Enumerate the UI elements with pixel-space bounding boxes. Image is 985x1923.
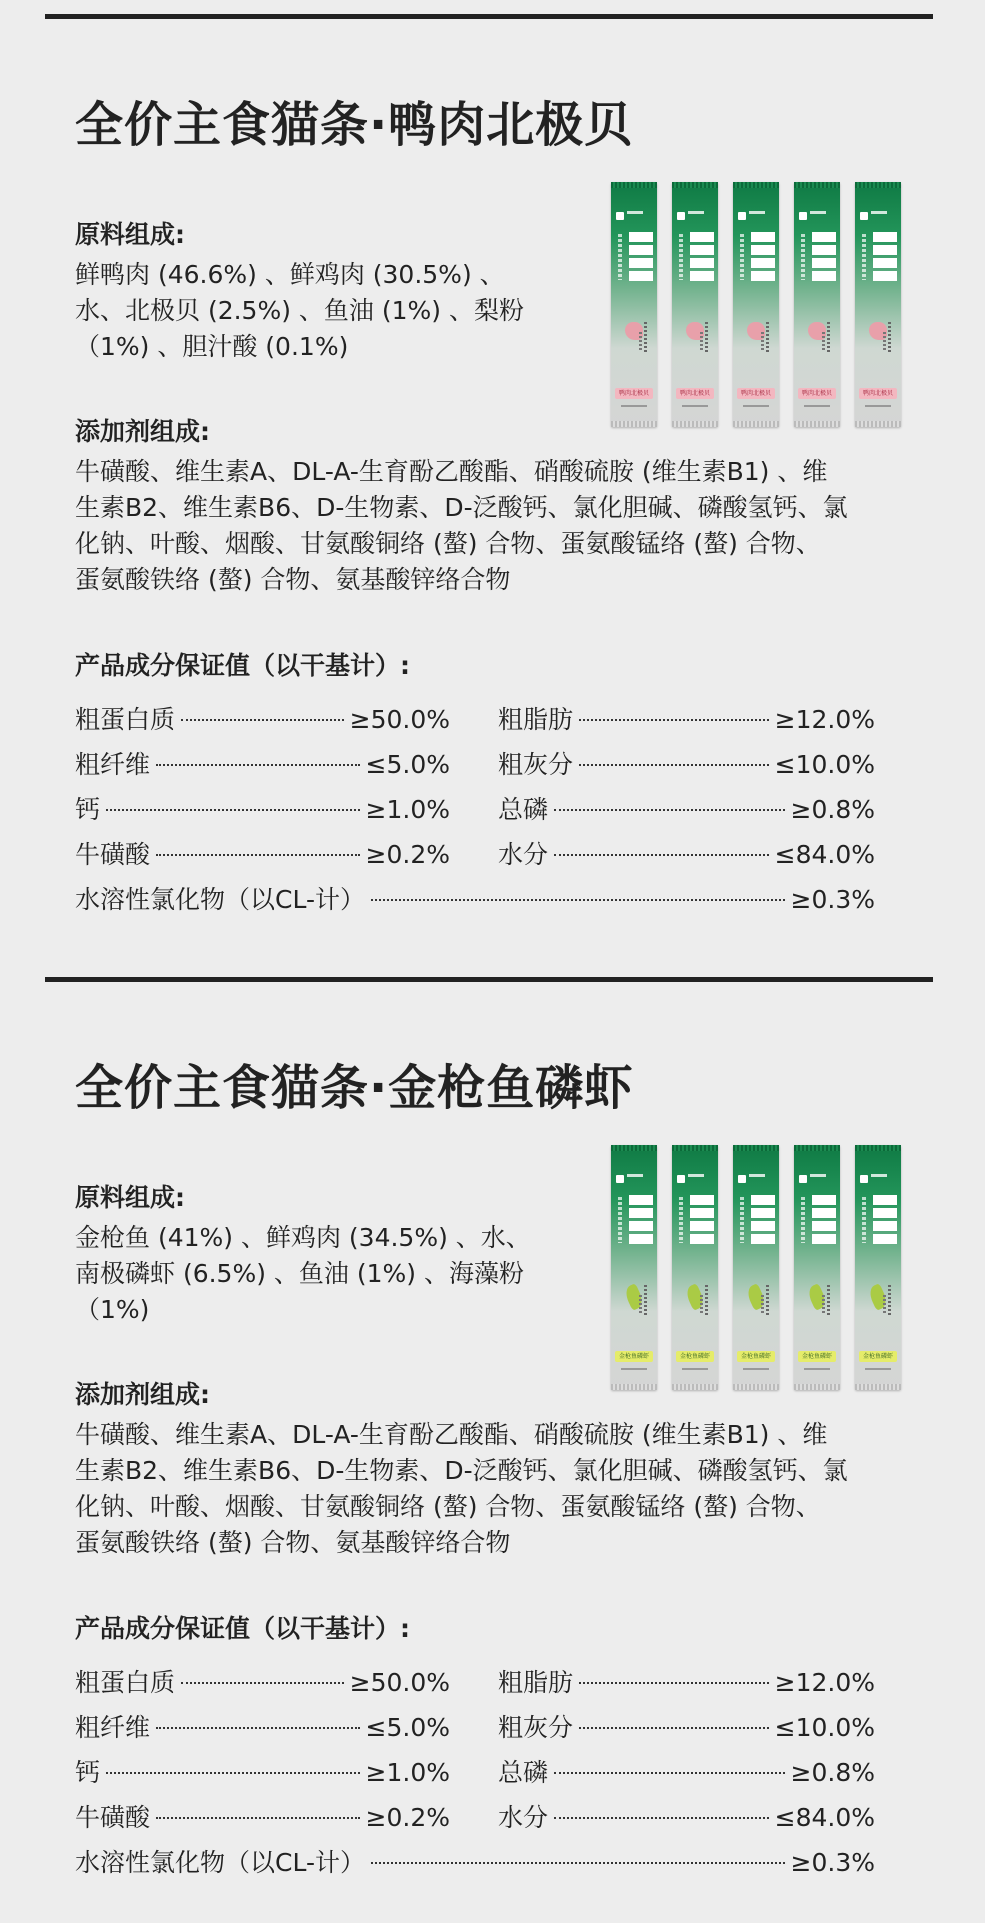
pack-fineprint: [700, 1295, 703, 1315]
pack-subtext: [801, 234, 805, 280]
product-title: 全价主食猫条·金枪鱼磷虾: [75, 1060, 634, 1116]
product-packs-image: [611, 1145, 903, 1392]
leader-dots: [554, 809, 785, 811]
pack-fineprint: [644, 1285, 647, 1315]
pack-flavor-label: 鸭肉北极贝: [676, 388, 714, 399]
pack-seal-top: [611, 182, 657, 188]
guarantee-item: [498, 790, 875, 830]
additives-line: 蛋氨酸铁络 (螯) 合物、氨基酸锌络合物: [75, 565, 511, 594]
pack-title-mark: [751, 232, 763, 284]
pack-fineprint: [822, 1295, 825, 1315]
leader-dots: [554, 854, 769, 856]
pack-net-weight: [865, 1368, 891, 1370]
leader-dots: [156, 854, 360, 856]
pack-title-mark: [763, 1195, 775, 1247]
pack-net-weight: [682, 1368, 708, 1370]
pack-seal-bottom: [855, 1384, 901, 1390]
brand-logo-icon: [799, 1175, 807, 1183]
guarantee-name: 水分: [498, 840, 549, 869]
brand-logo-icon: [799, 212, 807, 220]
pack-flavor-label: 鸭肉北极贝: [859, 388, 897, 399]
guarantee-name: 粗灰分: [498, 750, 574, 779]
brand-mark: [871, 211, 887, 214]
pack-net-weight: [621, 405, 647, 407]
pack-subtext: [801, 1197, 805, 1243]
pack-net-weight: [743, 1368, 769, 1370]
cat-treat-pack: [611, 1145, 657, 1390]
pack-title-mark: [873, 232, 885, 284]
pack-title-mark: [702, 232, 714, 284]
ingredients-text: [75, 1220, 555, 1328]
guarantee-value: ≥0.3%: [790, 885, 875, 914]
brand-logo-icon: [860, 1175, 868, 1183]
brand-logo-icon: [860, 212, 868, 220]
pack-net-weight: [865, 405, 891, 407]
pack-seal-bottom: [855, 421, 901, 427]
additives-line: 蛋氨酸铁络 (螯) 合物、氨基酸锌络合物: [75, 1528, 511, 1557]
brand-mark: [749, 211, 765, 214]
guarantee-value: ≥1.0%: [365, 795, 450, 824]
guarantee-value: ≥1.0%: [365, 1758, 450, 1787]
additives-text: [75, 454, 925, 598]
guarantee-value: ≥50.0%: [349, 1668, 450, 1697]
cat-treat-pack: [611, 182, 657, 427]
pack-title-mark: [885, 1195, 897, 1247]
guarantee-name: 牛磺酸: [75, 1803, 151, 1832]
leader-dots: [371, 899, 785, 901]
cat-treat-pack: [855, 1145, 901, 1390]
pack-net-weight: [804, 405, 830, 407]
leader-dots: [579, 764, 769, 766]
leader-dots: [371, 1862, 785, 1864]
pack-title-mark: [629, 232, 641, 284]
guarantee-name: 水分: [498, 1803, 549, 1832]
pack-fineprint: [705, 1285, 708, 1315]
guarantee-value: ≤10.0%: [774, 750, 875, 779]
brand-logo-icon: [616, 212, 624, 220]
leader-dots: [554, 1817, 769, 1819]
leader-dots: [106, 1772, 360, 1774]
guarantee-heading: 产品成分保证值（以干基计）:: [75, 651, 410, 680]
guarantee-item: [75, 1843, 875, 1883]
guarantee-name: 粗纤维: [75, 1713, 151, 1742]
brand-logo-icon: [738, 1175, 746, 1183]
guarantee-item: [75, 790, 450, 830]
additives-heading: 添加剂组成:: [75, 417, 210, 446]
pack-seal-top: [855, 182, 901, 188]
guarantee-name: 水溶性氯化物（以CL-计）: [75, 1848, 365, 1877]
cat-treat-pack: [794, 182, 840, 427]
pack-fineprint: [761, 1295, 764, 1315]
guarantee-item: [498, 1708, 875, 1748]
guarantee-item: [498, 745, 875, 785]
leader-dots: [156, 764, 360, 766]
guarantee-value: ≥50.0%: [349, 705, 450, 734]
pack-seal-top: [733, 182, 779, 188]
leader-dots: [156, 1727, 360, 1729]
additives-text: [75, 1417, 925, 1561]
brand-logo-icon: [616, 1175, 624, 1183]
pack-subtext: [862, 234, 866, 280]
guarantee-item: [75, 1708, 450, 1748]
leader-dots: [181, 719, 344, 721]
pack-net-weight: [682, 405, 708, 407]
ingredients-heading: 原料组成:: [75, 1183, 185, 1212]
pack-title-mark: [641, 232, 653, 284]
guarantee-item: [75, 880, 875, 920]
guarantee-item: [498, 1798, 875, 1838]
pack-subtext: [618, 1197, 622, 1243]
brand-mark: [871, 1174, 887, 1177]
pack-fineprint: [766, 1285, 769, 1315]
guarantee-name: 钙: [75, 795, 101, 824]
section-divider: [45, 14, 933, 19]
pack-fineprint: [644, 322, 647, 352]
guarantee-item: [498, 1753, 875, 1793]
guarantee-value: ≥0.8%: [790, 1758, 875, 1787]
brand-mark: [688, 211, 704, 214]
pack-flavor-label: 鸭肉北极贝: [737, 388, 775, 399]
ingredients-line: 南极磷虾 (6.5%) 、鱼油 (1%) 、海藻粉: [75, 1259, 524, 1288]
pack-subtext: [618, 234, 622, 280]
pack-subtext: [679, 1197, 683, 1243]
guarantee-item: [498, 1663, 875, 1703]
pack-net-weight: [804, 1368, 830, 1370]
pack-seal-bottom: [672, 421, 718, 427]
pack-fineprint: [888, 322, 891, 352]
pack-fineprint: [766, 322, 769, 352]
ingredients-heading: 原料组成:: [75, 220, 185, 249]
guarantee-item: [75, 745, 450, 785]
pack-fineprint: [827, 322, 830, 352]
guarantee-value: ≤5.0%: [365, 1713, 450, 1742]
pack-fineprint: [639, 332, 642, 352]
ingredients-line: 水、北极贝 (2.5%) 、鱼油 (1%) 、梨粉: [75, 296, 524, 325]
additives-line: 化钠、叶酸、烟酸、甘氨酸铜络 (螯) 合物、蛋氨酸锰络 (螯) 合物、: [75, 1492, 821, 1521]
guarantee-item: [75, 1663, 450, 1703]
ingredients-line: （1%): [75, 1295, 150, 1324]
pack-seal-top: [611, 1145, 657, 1151]
guarantee-name: 粗纤维: [75, 750, 151, 779]
pack-seal-top: [794, 182, 840, 188]
pack-seal-bottom: [733, 1384, 779, 1390]
guarantee-item: [75, 700, 450, 740]
pack-title-mark: [885, 232, 897, 284]
pack-flavor-label: 金枪鱼磷虾: [737, 1351, 775, 1362]
brand-mark: [810, 1174, 826, 1177]
product-packs-image: [611, 182, 903, 429]
additives-line: 牛磺酸、维生素A、DL-A-生育酚乙酸酯、硝酸硫胺 (维生素B1) 、维: [75, 457, 828, 486]
pack-title-mark: [824, 232, 836, 284]
cat-treat-pack: [855, 182, 901, 427]
pack-fineprint: [700, 332, 703, 352]
pack-fineprint: [883, 332, 886, 352]
brand-logo-icon: [738, 212, 746, 220]
leader-dots: [579, 719, 769, 721]
cat-treat-pack: [733, 182, 779, 427]
leader-dots: [181, 1682, 344, 1684]
guarantee-value: ≥0.2%: [365, 840, 450, 869]
pack-title-mark: [702, 1195, 714, 1247]
pack-flavor-label: 鸭肉北极贝: [615, 388, 653, 399]
pack-fineprint: [883, 1295, 886, 1315]
leader-dots: [579, 1682, 769, 1684]
pack-seal-bottom: [611, 1384, 657, 1390]
guarantee-name: 粗蛋白质: [75, 1668, 176, 1697]
guarantee-value: ≤5.0%: [365, 750, 450, 779]
pack-title-mark: [824, 1195, 836, 1247]
pack-title-mark: [812, 1195, 824, 1247]
guarantee-name: 总磷: [498, 1758, 549, 1787]
guarantee-item: [498, 835, 875, 875]
guarantee-heading: 产品成分保证值（以干基计）:: [75, 1614, 410, 1643]
pack-seal-top: [794, 1145, 840, 1151]
guarantee-item: [75, 835, 450, 875]
guarantee-value: ≤84.0%: [774, 840, 875, 869]
pack-fineprint: [827, 1285, 830, 1315]
pack-flavor-label: 金枪鱼磷虾: [676, 1351, 714, 1362]
guarantee-name: 钙: [75, 1758, 101, 1787]
guarantee-item: [75, 1798, 450, 1838]
guarantee-name: 粗脂肪: [498, 705, 574, 734]
cat-treat-pack: [733, 1145, 779, 1390]
pack-subtext: [679, 234, 683, 280]
guarantee-name: 粗灰分: [498, 1713, 574, 1742]
brand-logo-icon: [677, 212, 685, 220]
ingredients-line: （1%) 、胆汁酸 (0.1%): [75, 332, 349, 361]
brand-logo-icon: [677, 1175, 685, 1183]
guarantee-name: 总磷: [498, 795, 549, 824]
brand-mark: [627, 1174, 643, 1177]
pack-title-mark: [812, 232, 824, 284]
ingredients-line: 金枪鱼 (41%) 、鲜鸡肉 (34.5%) 、水、: [75, 1223, 531, 1252]
pack-net-weight: [743, 405, 769, 407]
pack-seal-bottom: [672, 1384, 718, 1390]
pack-title-mark: [629, 1195, 641, 1247]
pack-fineprint: [639, 1295, 642, 1315]
pack-subtext: [740, 234, 744, 280]
guarantee-value: ≤10.0%: [774, 1713, 875, 1742]
pack-seal-bottom: [794, 1384, 840, 1390]
guarantee-value: ≥0.8%: [790, 795, 875, 824]
pack-subtext: [740, 1197, 744, 1243]
leader-dots: [554, 1772, 785, 1774]
pack-fineprint: [822, 332, 825, 352]
pack-subtext: [862, 1197, 866, 1243]
product-title: 全价主食猫条·鸭肉北极贝: [75, 97, 634, 153]
pack-title-mark: [641, 1195, 653, 1247]
guarantee-item: [498, 700, 875, 740]
pack-flavor-label: 金枪鱼磷虾: [798, 1351, 836, 1362]
pack-seal-bottom: [611, 421, 657, 427]
guarantee-name: 牛磺酸: [75, 840, 151, 869]
additives-line: 生素B2、维生素B6、D-生物素、D-泛酸钙、氯化胆碱、磷酸氢钙、氯: [75, 493, 848, 522]
brand-mark: [627, 211, 643, 214]
pack-fineprint: [761, 332, 764, 352]
pack-seal-bottom: [794, 421, 840, 427]
pack-flavor-label: 鸭肉北极贝: [798, 388, 836, 399]
pack-seal-top: [855, 1145, 901, 1151]
pack-net-weight: [621, 1368, 647, 1370]
pack-title-mark: [763, 232, 775, 284]
brand-mark: [688, 1174, 704, 1177]
guarantee-value: ≥12.0%: [774, 705, 875, 734]
pack-seal-top: [733, 1145, 779, 1151]
guarantee-item: [75, 1753, 450, 1793]
pack-title-mark: [873, 1195, 885, 1247]
cat-treat-pack: [794, 1145, 840, 1390]
pack-title-mark: [690, 232, 702, 284]
pack-flavor-label: 金枪鱼磷虾: [859, 1351, 897, 1362]
product-section: [0, 0, 985, 960]
leader-dots: [156, 1817, 360, 1819]
ingredients-text: [75, 257, 555, 365]
pack-seal-top: [672, 182, 718, 188]
brand-mark: [749, 1174, 765, 1177]
guarantee-value: ≥0.2%: [365, 1803, 450, 1832]
cat-treat-pack: [672, 1145, 718, 1390]
additives-line: 生素B2、维生素B6、D-生物素、D-泛酸钙、氯化胆碱、磷酸氢钙、氯: [75, 1456, 848, 1485]
pack-seal-top: [672, 1145, 718, 1151]
pack-title-mark: [751, 1195, 763, 1247]
additives-heading: 添加剂组成:: [75, 1380, 210, 1409]
guarantee-value: ≥0.3%: [790, 1848, 875, 1877]
additives-line: 化钠、叶酸、烟酸、甘氨酸铜络 (螯) 合物、蛋氨酸锰络 (螯) 合物、: [75, 529, 821, 558]
product-section: [0, 963, 985, 1923]
pack-fineprint: [888, 1285, 891, 1315]
cat-treat-pack: [672, 182, 718, 427]
guarantee-name: 水溶性氯化物（以CL-计）: [75, 885, 365, 914]
pack-flavor-label: 金枪鱼磷虾: [615, 1351, 653, 1362]
additives-line: 牛磺酸、维生素A、DL-A-生育酚乙酸酯、硝酸硫胺 (维生素B1) 、维: [75, 1420, 828, 1449]
guarantee-value: ≤84.0%: [774, 1803, 875, 1832]
brand-mark: [810, 211, 826, 214]
guarantee-value: ≥12.0%: [774, 1668, 875, 1697]
pack-seal-bottom: [733, 421, 779, 427]
guarantee-name: 粗蛋白质: [75, 705, 176, 734]
pack-title-mark: [690, 1195, 702, 1247]
ingredients-line: 鲜鸭肉 (46.6%) 、鲜鸡肉 (30.5%) 、: [75, 260, 505, 289]
pack-fineprint: [705, 322, 708, 352]
leader-dots: [579, 1727, 769, 1729]
guarantee-name: 粗脂肪: [498, 1668, 574, 1697]
leader-dots: [106, 809, 360, 811]
section-divider: [45, 977, 933, 982]
